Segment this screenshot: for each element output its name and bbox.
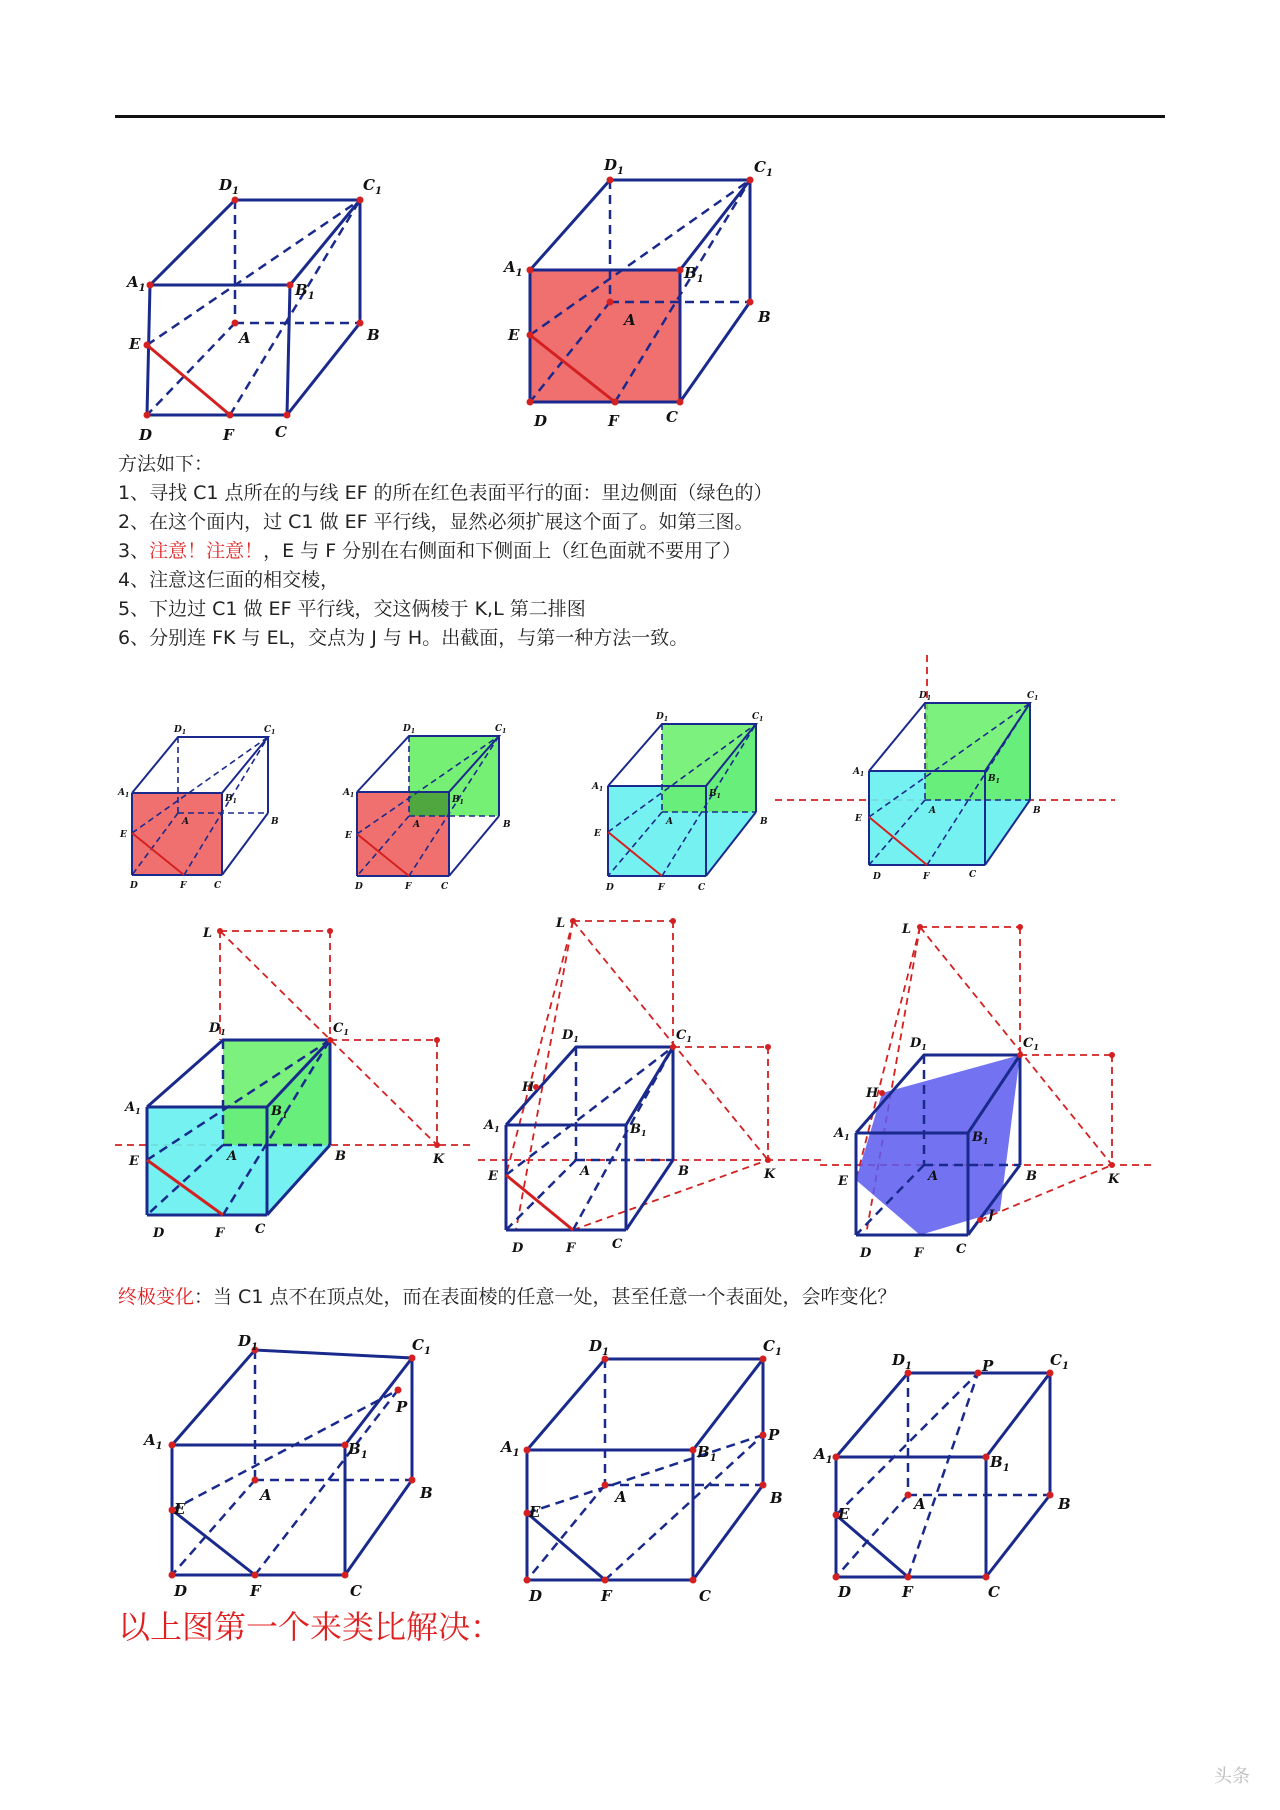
svg-text:F: F <box>215 1226 225 1241</box>
svg-text:K: K <box>433 1152 445 1167</box>
svg-text:E: E <box>838 1174 848 1189</box>
step-3-rest: ，E 与 F 分别在右侧面和下侧面上（红色面就不要用了） <box>263 540 742 562</box>
svg-text:P: P <box>768 1426 780 1444</box>
svg-text:F: F <box>180 881 187 891</box>
svg-text:B1: $B_1$ <box>348 1440 368 1461</box>
svg-text:E: E <box>594 829 601 839</box>
svg-text:F: F <box>601 1587 612 1605</box>
construction-figure-1 <box>115 915 475 1245</box>
svg-text:E: E <box>529 1503 541 1521</box>
svg-text:C1: $C_1$ <box>495 724 507 735</box>
svg-text:D1: $D_1$ <box>892 1351 912 1372</box>
svg-text:C: C <box>612 1237 623 1252</box>
svg-text:A1: $A_1$ <box>127 273 146 294</box>
svg-text:A1: $A_1$ <box>343 788 355 799</box>
svg-text:A1: $A_1$ <box>125 1100 141 1116</box>
svg-text:F: F <box>223 426 234 444</box>
svg-text:D: D <box>174 1582 188 1600</box>
ultimate-title: 终极变化 <box>118 1286 195 1308</box>
svg-text:F: F <box>902 1583 913 1601</box>
svg-text:A: A <box>615 1488 627 1506</box>
method-steps <box>118 450 773 653</box>
svg-text:L: L <box>902 922 912 937</box>
svg-text:A: A <box>182 817 189 827</box>
svg-text:B1: $B_1$ <box>295 281 315 302</box>
svg-text:B1: $B_1$ <box>630 1122 647 1138</box>
svg-text:B1: $B_1$ <box>271 1104 288 1120</box>
svg-text:F: F <box>658 883 665 893</box>
construction-figure-3 <box>820 915 1155 1261</box>
svg-text:A1: $A_1$ <box>144 1431 163 1452</box>
ultimate-variation <box>118 1282 896 1309</box>
svg-text:C: C <box>275 423 287 441</box>
analogy-heading: 以上图第一个来类比解决： <box>118 1608 503 1646</box>
svg-text:D: D <box>512 1241 524 1256</box>
step-3-warning: 注意！注意！ <box>149 540 264 562</box>
svg-text:C: C <box>988 1583 1000 1601</box>
svg-text:A: A <box>580 1164 591 1179</box>
svg-text:B1: $B_1$ <box>988 774 1000 785</box>
small-cube-figure-4 <box>775 655 1115 895</box>
svg-text:A: A <box>227 1149 238 1164</box>
svg-text:D1: $D_1$ <box>238 1332 258 1353</box>
svg-text:B: B <box>758 308 771 326</box>
svg-text:A: A <box>239 329 251 347</box>
svg-text:D: D <box>873 872 881 882</box>
svg-text:A1: $A_1$ <box>504 258 523 279</box>
svg-text:K: K <box>1108 1172 1120 1187</box>
svg-text:E: E <box>508 326 520 344</box>
svg-text:B: B <box>335 1149 346 1164</box>
svg-text:A: A <box>928 1169 939 1184</box>
svg-text:B: B <box>271 817 279 827</box>
cube-figure-2 <box>500 150 800 440</box>
svg-text:L: L <box>556 916 566 931</box>
svg-text:A1: $A_1$ <box>853 767 865 778</box>
svg-text:E: E <box>838 1505 850 1523</box>
svg-text:B: B <box>420 1484 433 1502</box>
red-face <box>530 270 680 402</box>
svg-text:B1: $B_1$ <box>709 789 721 800</box>
svg-text:C1: $C_1$ <box>1050 1351 1069 1372</box>
svg-text:C: C <box>956 1242 967 1257</box>
svg-text:C1: $C_1$ <box>264 725 276 736</box>
small-cube-figure-3 <box>590 710 785 900</box>
svg-text:A: A <box>914 1495 926 1513</box>
svg-text:P: P <box>982 1357 994 1375</box>
svg-text:B: B <box>678 1164 689 1179</box>
svg-text:F: F <box>250 1582 261 1600</box>
svg-text:B: B <box>760 817 768 827</box>
svg-text:C1: $C_1$ <box>1027 691 1039 702</box>
svg-text:L: L <box>203 926 213 941</box>
svg-text:D1: $D_1$ <box>919 691 931 702</box>
svg-text:C1: $C_1$ <box>363 176 382 197</box>
svg-text:D: D <box>139 426 153 444</box>
p-cube-figure-3 <box>814 1345 1118 1601</box>
svg-text:C: C <box>214 881 222 891</box>
step-3 <box>118 537 773 566</box>
svg-text:A1: $A_1$ <box>814 1445 833 1466</box>
svg-text:D1: $D_1$ <box>562 1028 579 1044</box>
svg-text:A1: $A_1$ <box>834 1126 850 1142</box>
svg-text:D: D <box>130 881 138 891</box>
svg-text:D1: $D_1$ <box>604 156 624 177</box>
svg-text:B: B <box>1026 1169 1037 1184</box>
svg-text:D1: $D_1$ <box>910 1036 927 1052</box>
svg-text:E: E <box>855 814 862 824</box>
svg-text:H: H <box>866 1086 879 1101</box>
method-heading: 方法如下： <box>118 453 214 475</box>
svg-text:C1: $C_1$ <box>752 712 764 723</box>
step-4: 4、注意这仨面的相交棱， <box>118 569 340 591</box>
svg-text:B1: $B_1$ <box>972 1130 989 1146</box>
svg-text:B1: $B_1$ <box>990 1453 1010 1474</box>
svg-text:A: A <box>260 1486 272 1504</box>
svg-text:D1: $D_1$ <box>209 1021 226 1037</box>
top-rule <box>115 115 1165 118</box>
svg-text:F: F <box>405 882 412 892</box>
construction-figure-2 <box>478 905 823 1256</box>
svg-text:E: E <box>174 1500 186 1518</box>
svg-text:C1: $C_1$ <box>676 1028 692 1044</box>
svg-text:D: D <box>606 883 614 893</box>
svg-text:E: E <box>129 1154 139 1169</box>
svg-text:D: D <box>860 1246 872 1261</box>
svg-text:E: E <box>129 335 141 353</box>
svg-text:A1: $A_1$ <box>118 788 130 799</box>
svg-text:A1: $A_1$ <box>484 1118 500 1134</box>
svg-text:C: C <box>698 883 706 893</box>
step-5: 5、下边过 C1 做 EF 平行线，交这俩棱于 K,L 第二排图 <box>118 598 586 620</box>
svg-text:A1: $A_1$ <box>592 782 604 793</box>
svg-text:F: F <box>608 412 619 430</box>
watermark: 头条 <box>1214 1766 1250 1787</box>
svg-text:B: B <box>367 326 380 344</box>
svg-text:A: A <box>666 817 673 827</box>
ultimate-text: ：当 C1 点不在顶点处，而在表面棱的任意一处，甚至任意一个表面处，会咋变化？ <box>194 1286 897 1308</box>
svg-text:E: E <box>120 830 127 840</box>
svg-text:B1: $B_1$ <box>452 795 464 806</box>
svg-text:D1: $D_1$ <box>656 712 668 723</box>
svg-text:B: B <box>1033 806 1041 816</box>
svg-text:A: A <box>624 311 636 329</box>
svg-text:B1: $B_1$ <box>697 1443 717 1464</box>
svg-text:C: C <box>666 408 678 426</box>
svg-text:D: D <box>355 882 363 892</box>
svg-text:D1: $D_1$ <box>219 176 239 197</box>
svg-text:B: B <box>1058 1495 1071 1513</box>
p-cube-figure-1 <box>144 1330 450 1600</box>
svg-text:B: B <box>770 1489 783 1507</box>
svg-text:C: C <box>255 1222 266 1237</box>
svg-text:C1: $C_1$ <box>333 1021 349 1037</box>
svg-text:C1: $C_1$ <box>763 1337 782 1358</box>
svg-text:C: C <box>441 882 449 892</box>
svg-text:D1: $D_1$ <box>403 724 415 735</box>
svg-text:C1: $C_1$ <box>754 158 773 179</box>
svg-text:F: F <box>566 1241 576 1256</box>
svg-text:C1: $C_1$ <box>1023 1036 1039 1052</box>
cube-figure-1 <box>115 165 415 445</box>
svg-text:C: C <box>699 1587 711 1605</box>
svg-text:D1: $D_1$ <box>174 725 186 736</box>
svg-text:F: F <box>923 872 930 882</box>
svg-text:A: A <box>929 806 936 816</box>
svg-text:B1: $B_1$ <box>684 264 704 285</box>
svg-text:D: D <box>529 1587 543 1605</box>
small-cube-figure-2 <box>343 722 523 897</box>
small-cube-figure-1 <box>118 725 288 895</box>
step-1: 1、寻找 C1 点所在的与线 EF 的所在红色表面平行的面：里边侧面（绿色的） <box>118 482 773 504</box>
svg-text:C: C <box>350 1582 362 1600</box>
svg-text:D: D <box>153 1226 165 1241</box>
svg-text:J: J <box>988 1208 995 1223</box>
svg-text:E: E <box>345 831 352 841</box>
svg-text:P: P <box>396 1398 408 1416</box>
p-cube-figure-2 <box>501 1335 805 1605</box>
svg-text:H: H <box>522 1080 535 1095</box>
svg-text:F: F <box>914 1246 924 1261</box>
step-3-prefix: 3、 <box>118 540 150 562</box>
svg-text:A: A <box>413 820 420 830</box>
svg-text:D: D <box>534 412 548 430</box>
svg-text:C: C <box>969 870 977 880</box>
svg-text:B1: $B_1$ <box>225 794 237 805</box>
step-6: 6、分别连 FK 与 EL，交点为 J 与 H。出截面，与第一种方法一致。 <box>118 627 689 649</box>
svg-text:B: B <box>503 820 511 830</box>
svg-text:K: K <box>764 1167 776 1182</box>
svg-text:A1: $A_1$ <box>501 1438 520 1459</box>
svg-text:D1: $D_1$ <box>589 1337 609 1358</box>
svg-text:C1: $C_1$ <box>412 1336 431 1357</box>
step-2: 2、在这个面内，过 C1 做 EF 平行线，显然必须扩展这个面了。如第三图。 <box>118 511 754 533</box>
svg-text:D: D <box>838 1583 852 1601</box>
svg-text:E: E <box>488 1169 498 1184</box>
